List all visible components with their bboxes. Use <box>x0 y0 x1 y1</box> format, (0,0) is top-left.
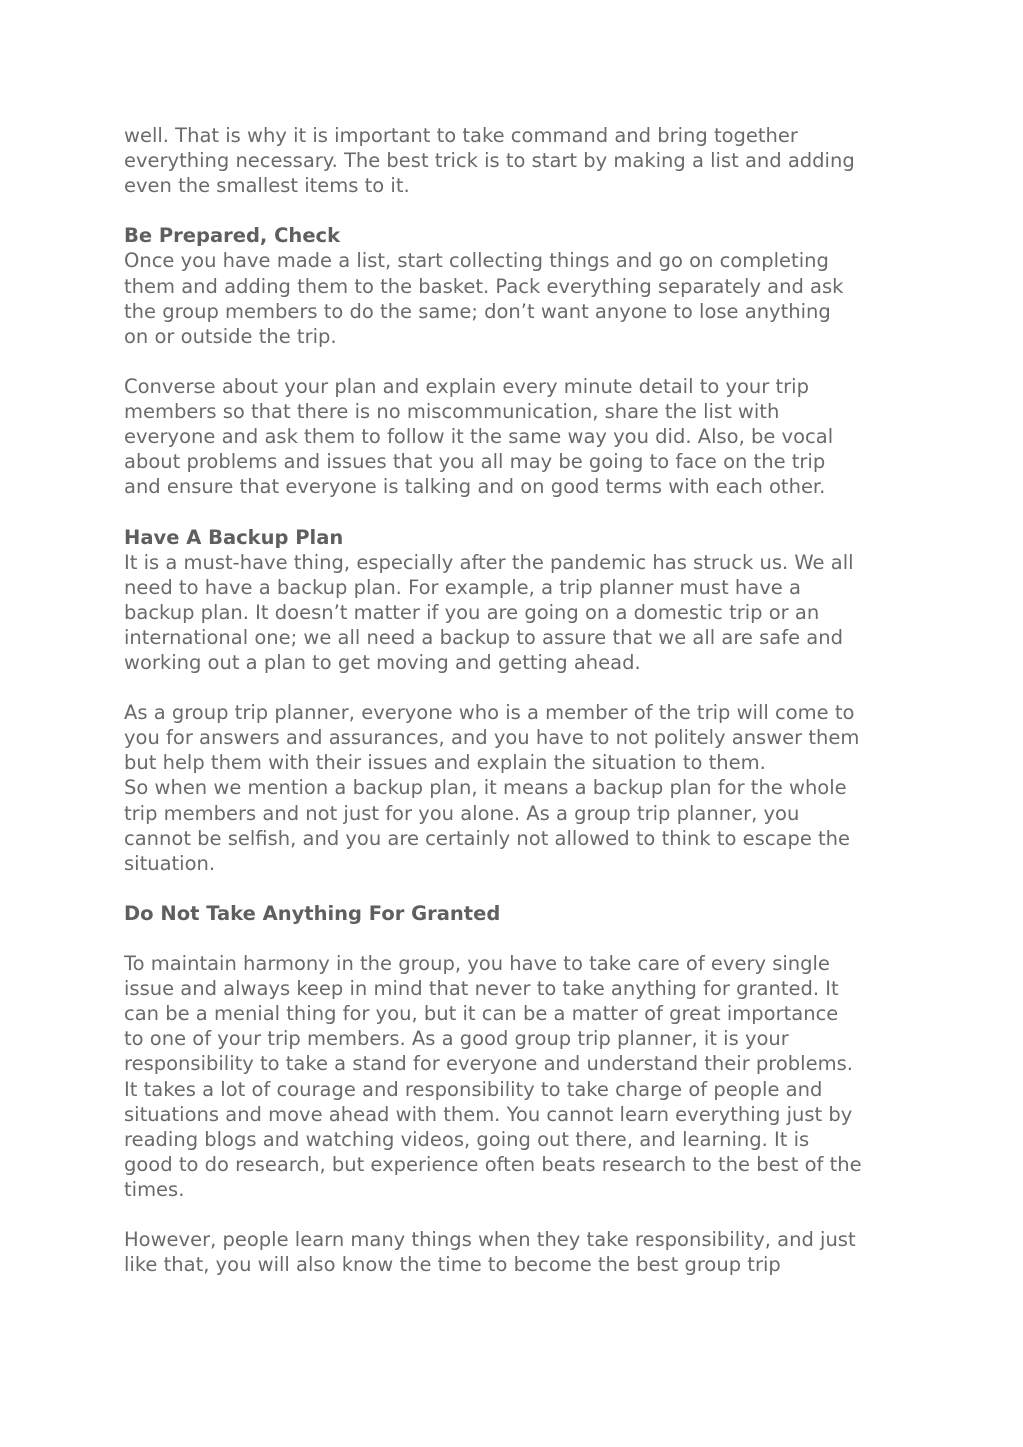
text-line: To maintain harmony in the group, you have to take care of every single <box>124 952 830 976</box>
text-line: It is a must-have thing, especially after the pandemic has struck us. We all <box>124 550 854 574</box>
text-line: reading blogs and watching videos, going out there, and learning. It is <box>124 1127 810 1151</box>
section3-paragraph-1 <box>124 951 904 1202</box>
text-line: trip members and not just for you alone. As a group trip planner, you <box>124 801 800 825</box>
text-line: situations and move ahead with them. You cannot learn everything just by <box>124 1102 853 1126</box>
intro-paragraph <box>124 123 904 198</box>
text-line: cannot be selfish, and you are certainly not allowed to think to escape the <box>124 826 851 850</box>
text-line: you for answers and assurances, and you have to not politely answer them <box>124 726 860 750</box>
text-line: Once you have made a list, start collecting things and go on completing <box>124 249 829 273</box>
text-line: the group members to do the same; don’t want anyone to lose anything <box>124 299 831 323</box>
text-line: about problems and issues that you all may be going to face on the trip <box>124 450 826 474</box>
text-line: good to do research, but experience often beats research to the best of the <box>124 1152 862 1176</box>
text-line: even the smallest items to it. <box>124 174 410 198</box>
text-line: times. <box>124 1177 185 1201</box>
text-line: responsibility to take a stand for everyone and understand their problems. <box>124 1052 853 1076</box>
text-line: need to have a backup plan. For example, a trip planner must have a <box>124 575 801 599</box>
text-line: backup plan. It doesn’t matter if you are going on a domestic trip or an <box>124 600 820 624</box>
text-line: However, people learn many things when they take responsibility, and just <box>124 1228 856 1252</box>
text-line: international one; we all need a backup to assure that we all are safe and <box>124 625 843 649</box>
section2-paragraph-1 <box>124 550 904 675</box>
text-line: As a group trip planner, everyone who is a member of the trip will come to <box>124 701 855 725</box>
text-line: to one of your trip members. As a good group trip planner, it is your <box>124 1027 789 1051</box>
text-line: members so that there is no miscommunication, share the list with <box>124 400 780 424</box>
text-line: everyone and ask them to follow it the same way you did. Also, be vocal <box>124 425 834 449</box>
text-line: Converse about your plan and explain every minute detail to your trip <box>124 374 809 398</box>
text-line: but help them with their issues and explain the situation to them. <box>124 751 766 775</box>
text-line: well. That is why it is important to take command and bring together <box>124 124 798 147</box>
text-line: working out a plan to get moving and getting ahead. <box>124 650 641 674</box>
section3-paragraph-2 <box>124 1227 904 1277</box>
text-line: them and adding them to the basket. Pack everything separately and ask <box>124 274 844 298</box>
section2-paragraph-2 <box>124 700 904 876</box>
section-heading-backup-plan: Have A Backup Plan <box>124 525 344 549</box>
text-line: It takes a lot of courage and responsibility to take charge of people and <box>124 1077 823 1101</box>
text-line: everything necessary. The best trick is to start by making a list and adding <box>124 149 855 173</box>
text-line: on or outside the trip. <box>124 324 337 348</box>
text-line: So when we mention a backup plan, it means a backup plan for the whole <box>124 776 847 800</box>
section-heading-do-not-take-for-granted: Do Not Take Anything For Granted <box>124 901 501 925</box>
section1-paragraph-1 <box>124 248 904 348</box>
text-line: situation. <box>124 851 216 875</box>
section-heading-be-prepared: Be Prepared, Check <box>124 224 341 248</box>
text-line: like that, you will also know the time to become the best group trip <box>124 1253 781 1277</box>
document-page <box>124 123 904 1277</box>
text-line: issue and always keep in mind that never to take anything for granted. It <box>124 977 839 1001</box>
section1-paragraph-2 <box>124 374 904 499</box>
text-line: can be a menial thing for you, but it can be a matter of great importance <box>124 1002 839 1026</box>
text-line: and ensure that everyone is talking and on good terms with each other. <box>124 475 826 499</box>
